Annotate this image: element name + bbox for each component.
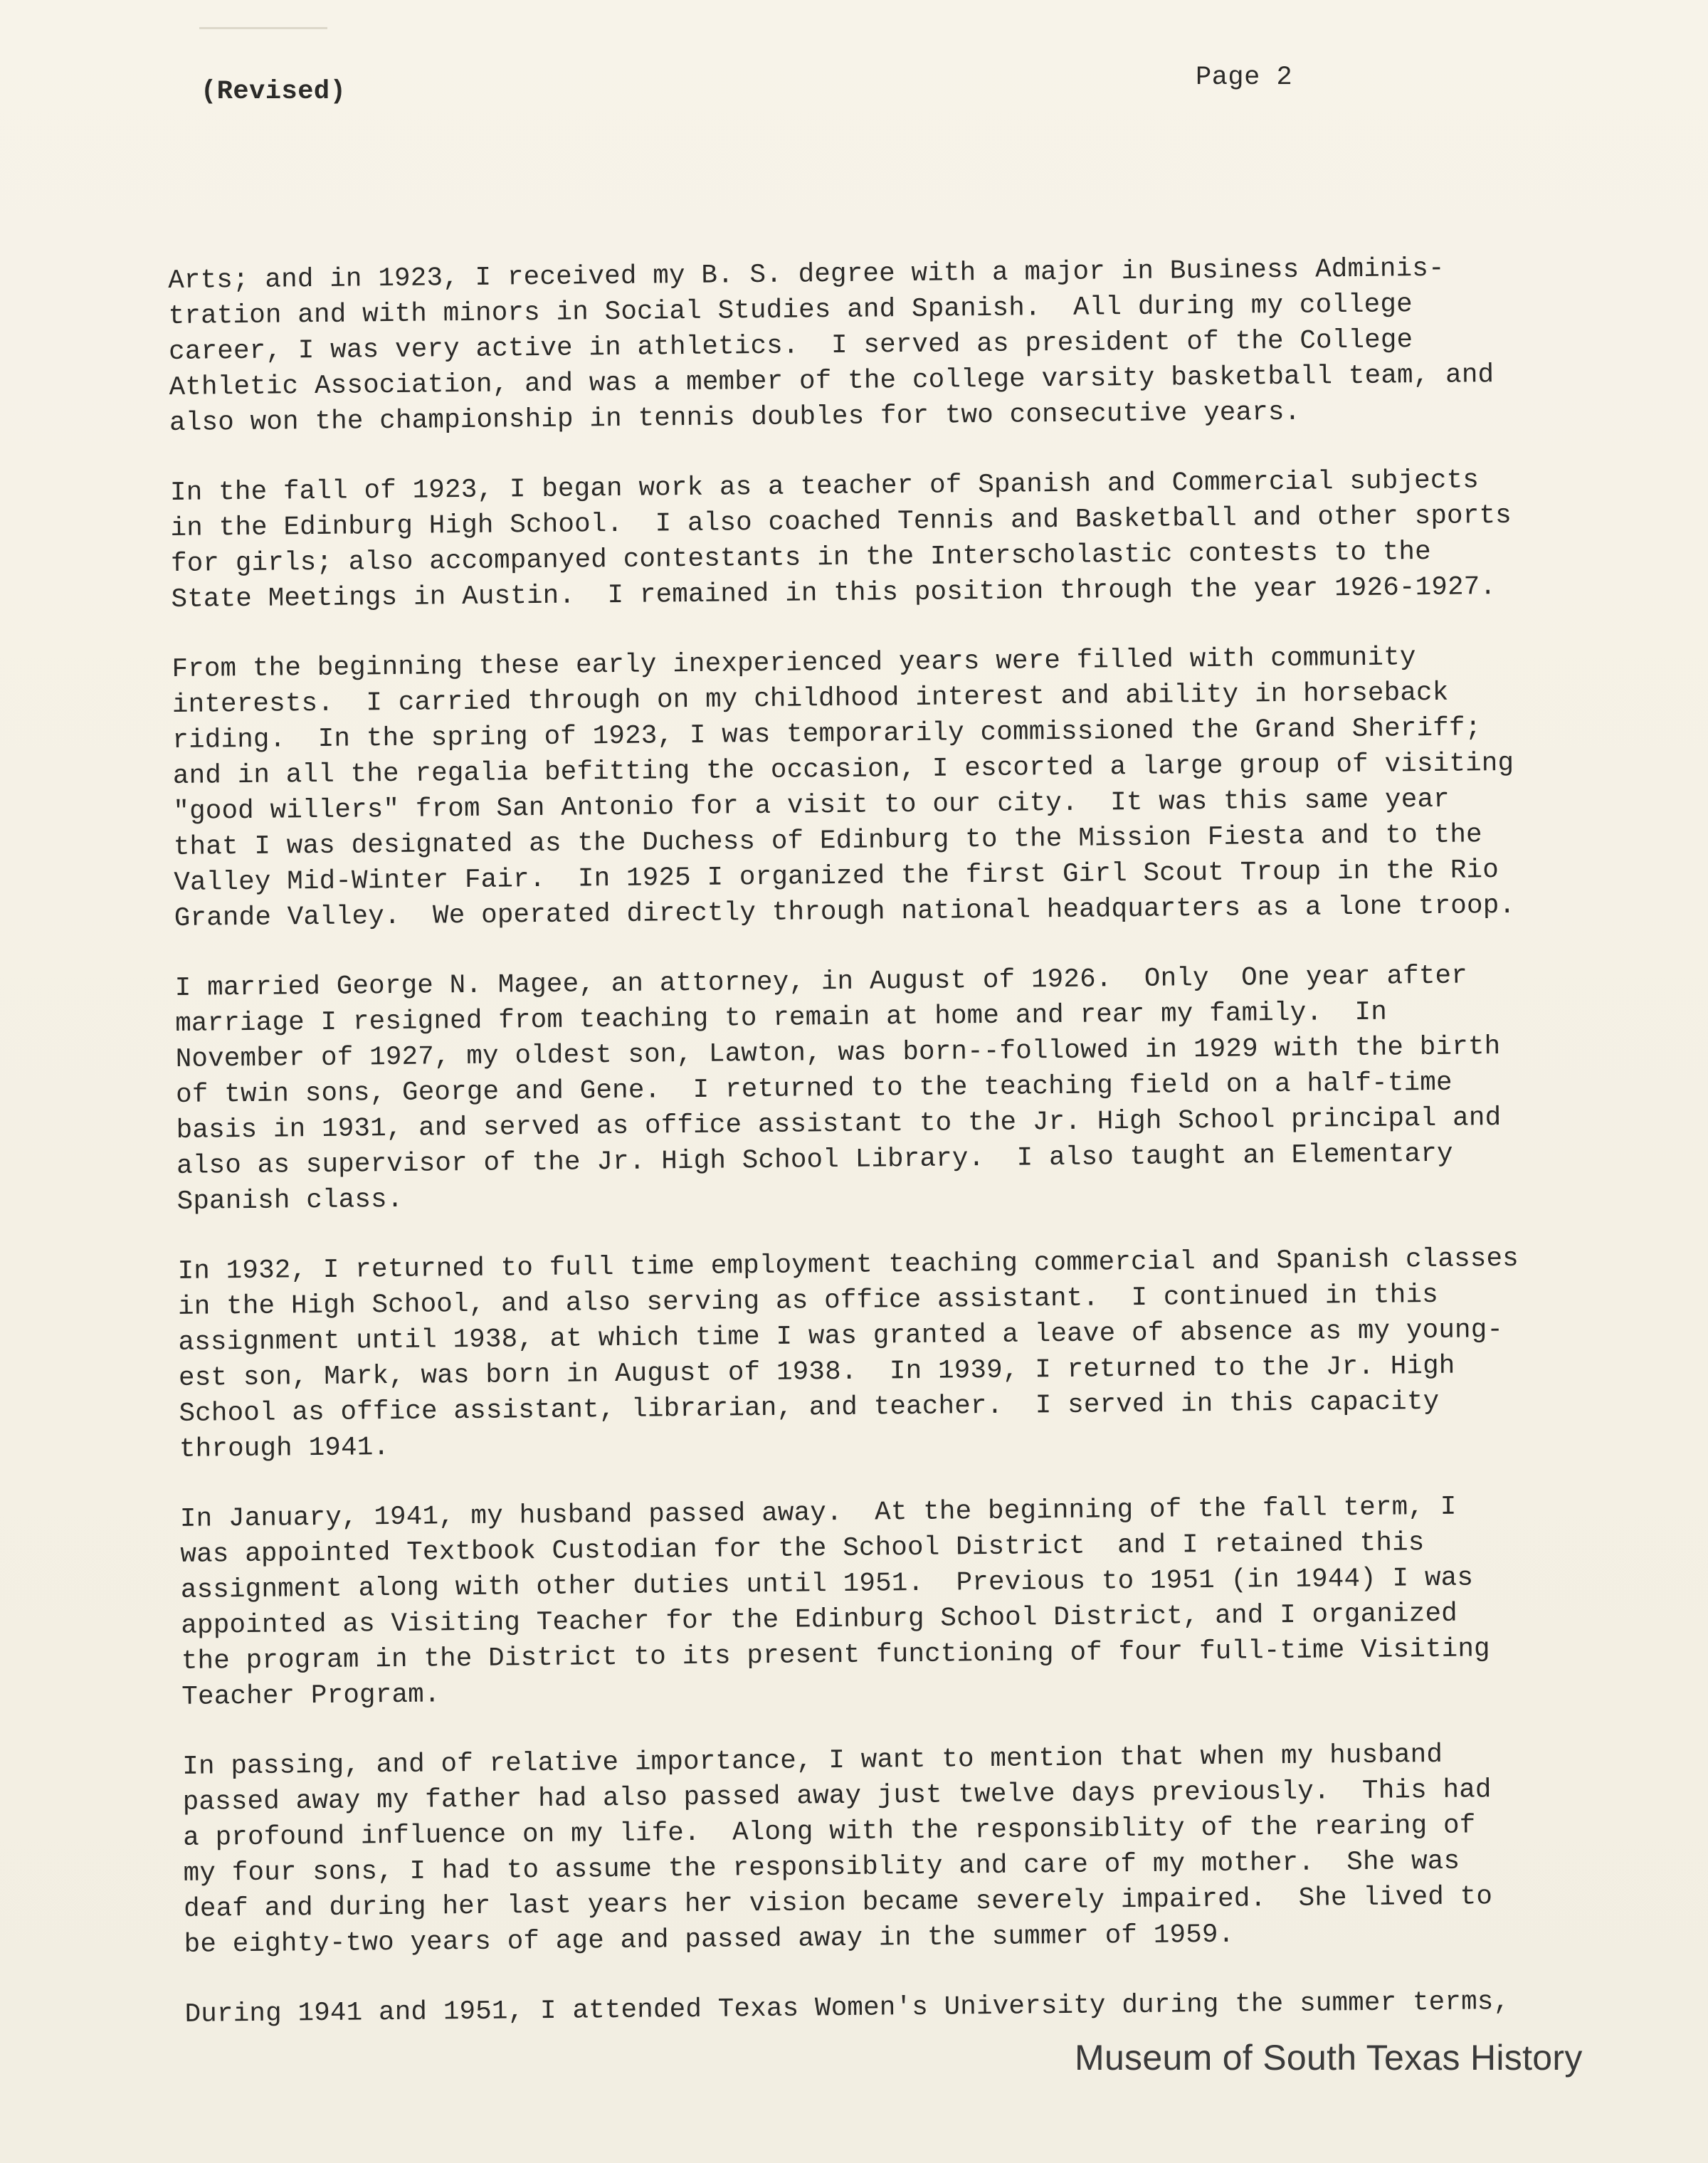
text-line: November of 1927, my oldest son, Lawton, was born--followed in 1929 with the birth <box>175 1032 1501 1075</box>
text-line: Athletic Association, and was a member of the college varsity basketball team, and <box>169 360 1494 403</box>
text-line: a profound influence on my life. Along with the responsiblity of the rearing of <box>183 1811 1476 1853</box>
page-number: Page 2 <box>1196 63 1293 93</box>
text-line: School as office assistant, librarian, and teacher. I served in this capacity <box>179 1386 1440 1429</box>
paragraph <box>180 1488 1591 1715</box>
text-line: State Meetings in Austin. I remained in this position through the year 1926-1927. <box>171 572 1497 615</box>
paragraph <box>184 1984 1593 2033</box>
text-line: In January, 1941, my husband passed away. At the beginning of the fall term, I <box>179 1492 1457 1535</box>
text-line: From the beginning these early inexperienced years were filled with community <box>172 643 1416 685</box>
text-line: that I was designated as the Duchess of Edinburg to the Mission Fiesta and to the <box>173 820 1482 863</box>
text-line: appointed as Visiting Teacher for the Edinburg School District, and I organized <box>181 1599 1458 1641</box>
text-line: also won the championship in tennis doubles for two consecutive years. <box>169 397 1301 438</box>
text-line: deaf and during her last years her vision became severely impaired. She lived to <box>184 1882 1493 1925</box>
text-line: Teacher Program. <box>181 1680 441 1712</box>
text-line: I married George N. Magee, an attorney, in August of 1926. Only One year after <box>174 961 1468 1004</box>
paragraph <box>182 1736 1593 1963</box>
text-line: Grande Valley. We operated directly through national headquarters as a lone troop. <box>174 890 1516 934</box>
paragraph <box>177 1241 1588 1468</box>
text-line: "good willers" from San Antonio for a visit to our city. It was this same year <box>173 784 1450 827</box>
text-line: In passing, and of relative importance, I want to mention that when my husband <box>182 1740 1443 1782</box>
text-line: est son, Mark, was born in August of 1938. In 1939, I returned to the Jr. High <box>178 1351 1455 1394</box>
museum-watermark: Museum of South Texas History <box>1075 2038 1583 2078</box>
text-line: was appointed Textbook Custodian for the School District and I retained this <box>180 1528 1425 1570</box>
text-line: assignment until 1938, at which time I was granted a leave of absence as my young- <box>178 1315 1504 1358</box>
paragraph <box>172 638 1583 937</box>
text-line: riding. In the spring of 1923, I was temporarily commissioned the Grand Sheriff; <box>172 713 1482 756</box>
text-line: of twin sons, George and Gene. I returned to the teaching field on a half-time <box>176 1068 1453 1110</box>
text-line: In 1932, I returned to full time employment teaching commercial and Spanish classes <box>177 1243 1519 1287</box>
text-line: interests. I carried through on my childhood interest and ability in horseback <box>172 678 1449 720</box>
paragraph <box>170 462 1581 618</box>
text-line: passed away my father had also passed away just twelve days previously. This had <box>182 1775 1492 1818</box>
text-line: marriage I resigned from teaching to remain at home and rear my family. In <box>175 997 1388 1039</box>
text-line: through 1941. <box>179 1433 390 1465</box>
text-line: be eighty-two years of age and passed away in the summer of 1959. <box>184 1920 1235 1960</box>
paragraph <box>168 250 1578 441</box>
text-line: In the fall of 1923, I began work as a teacher of Spanish and Commercial subjects <box>169 465 1480 508</box>
text-line: Valley Mid-Winter Fair. In 1925 I organized the first Girl Scout Troup in the Rio <box>174 856 1499 898</box>
text-line: Arts; and in 1923, I received my B. S. degree with a major in Business Adminis- <box>168 253 1445 296</box>
text-line: in the High School, and also serving as office assistant. I continued in this <box>177 1280 1439 1322</box>
text-line: and in all the regalia befitting the occasion, I escorted a large group of visiting <box>172 748 1514 791</box>
text-line: tration and with minors in Social Studies and Spanish. All during my college <box>168 290 1413 332</box>
text-line: for girls; also accompanyed contestants in the Interscholastic contests to the <box>170 537 1432 579</box>
text-line: assignment along with other duties until 1951. Previous to 1951 (in 1944) I was <box>180 1563 1474 1606</box>
text-line: my four sons, I had to assume the responsiblity and care of my mother. She was <box>183 1846 1460 1889</box>
revised-label: (Revised) <box>201 77 347 107</box>
text-line: also as supervisor of the Jr. High School Library. I also taught an Elementary <box>176 1139 1453 1182</box>
paragraph <box>175 957 1586 1220</box>
text-line: career, I was very active in athletics. I served as president of the College <box>168 325 1413 367</box>
text-line: in the Edinburg High School. I also coached Tennis and Basketball and other sports <box>170 500 1512 544</box>
text-line: the program in the District to its present functioning of four full-time Visiting <box>181 1634 1490 1677</box>
text-line: basis in 1931, and served as office assistant to the Jr. High School principal and <box>176 1103 1502 1146</box>
paper-mark <box>199 27 327 29</box>
document-body <box>168 250 1594 2067</box>
text-line: During 1941 and 1951, I attended Texas Women's University during the summer terms, <box>184 1987 1510 2030</box>
text-line: Spanish class. <box>176 1184 404 1217</box>
